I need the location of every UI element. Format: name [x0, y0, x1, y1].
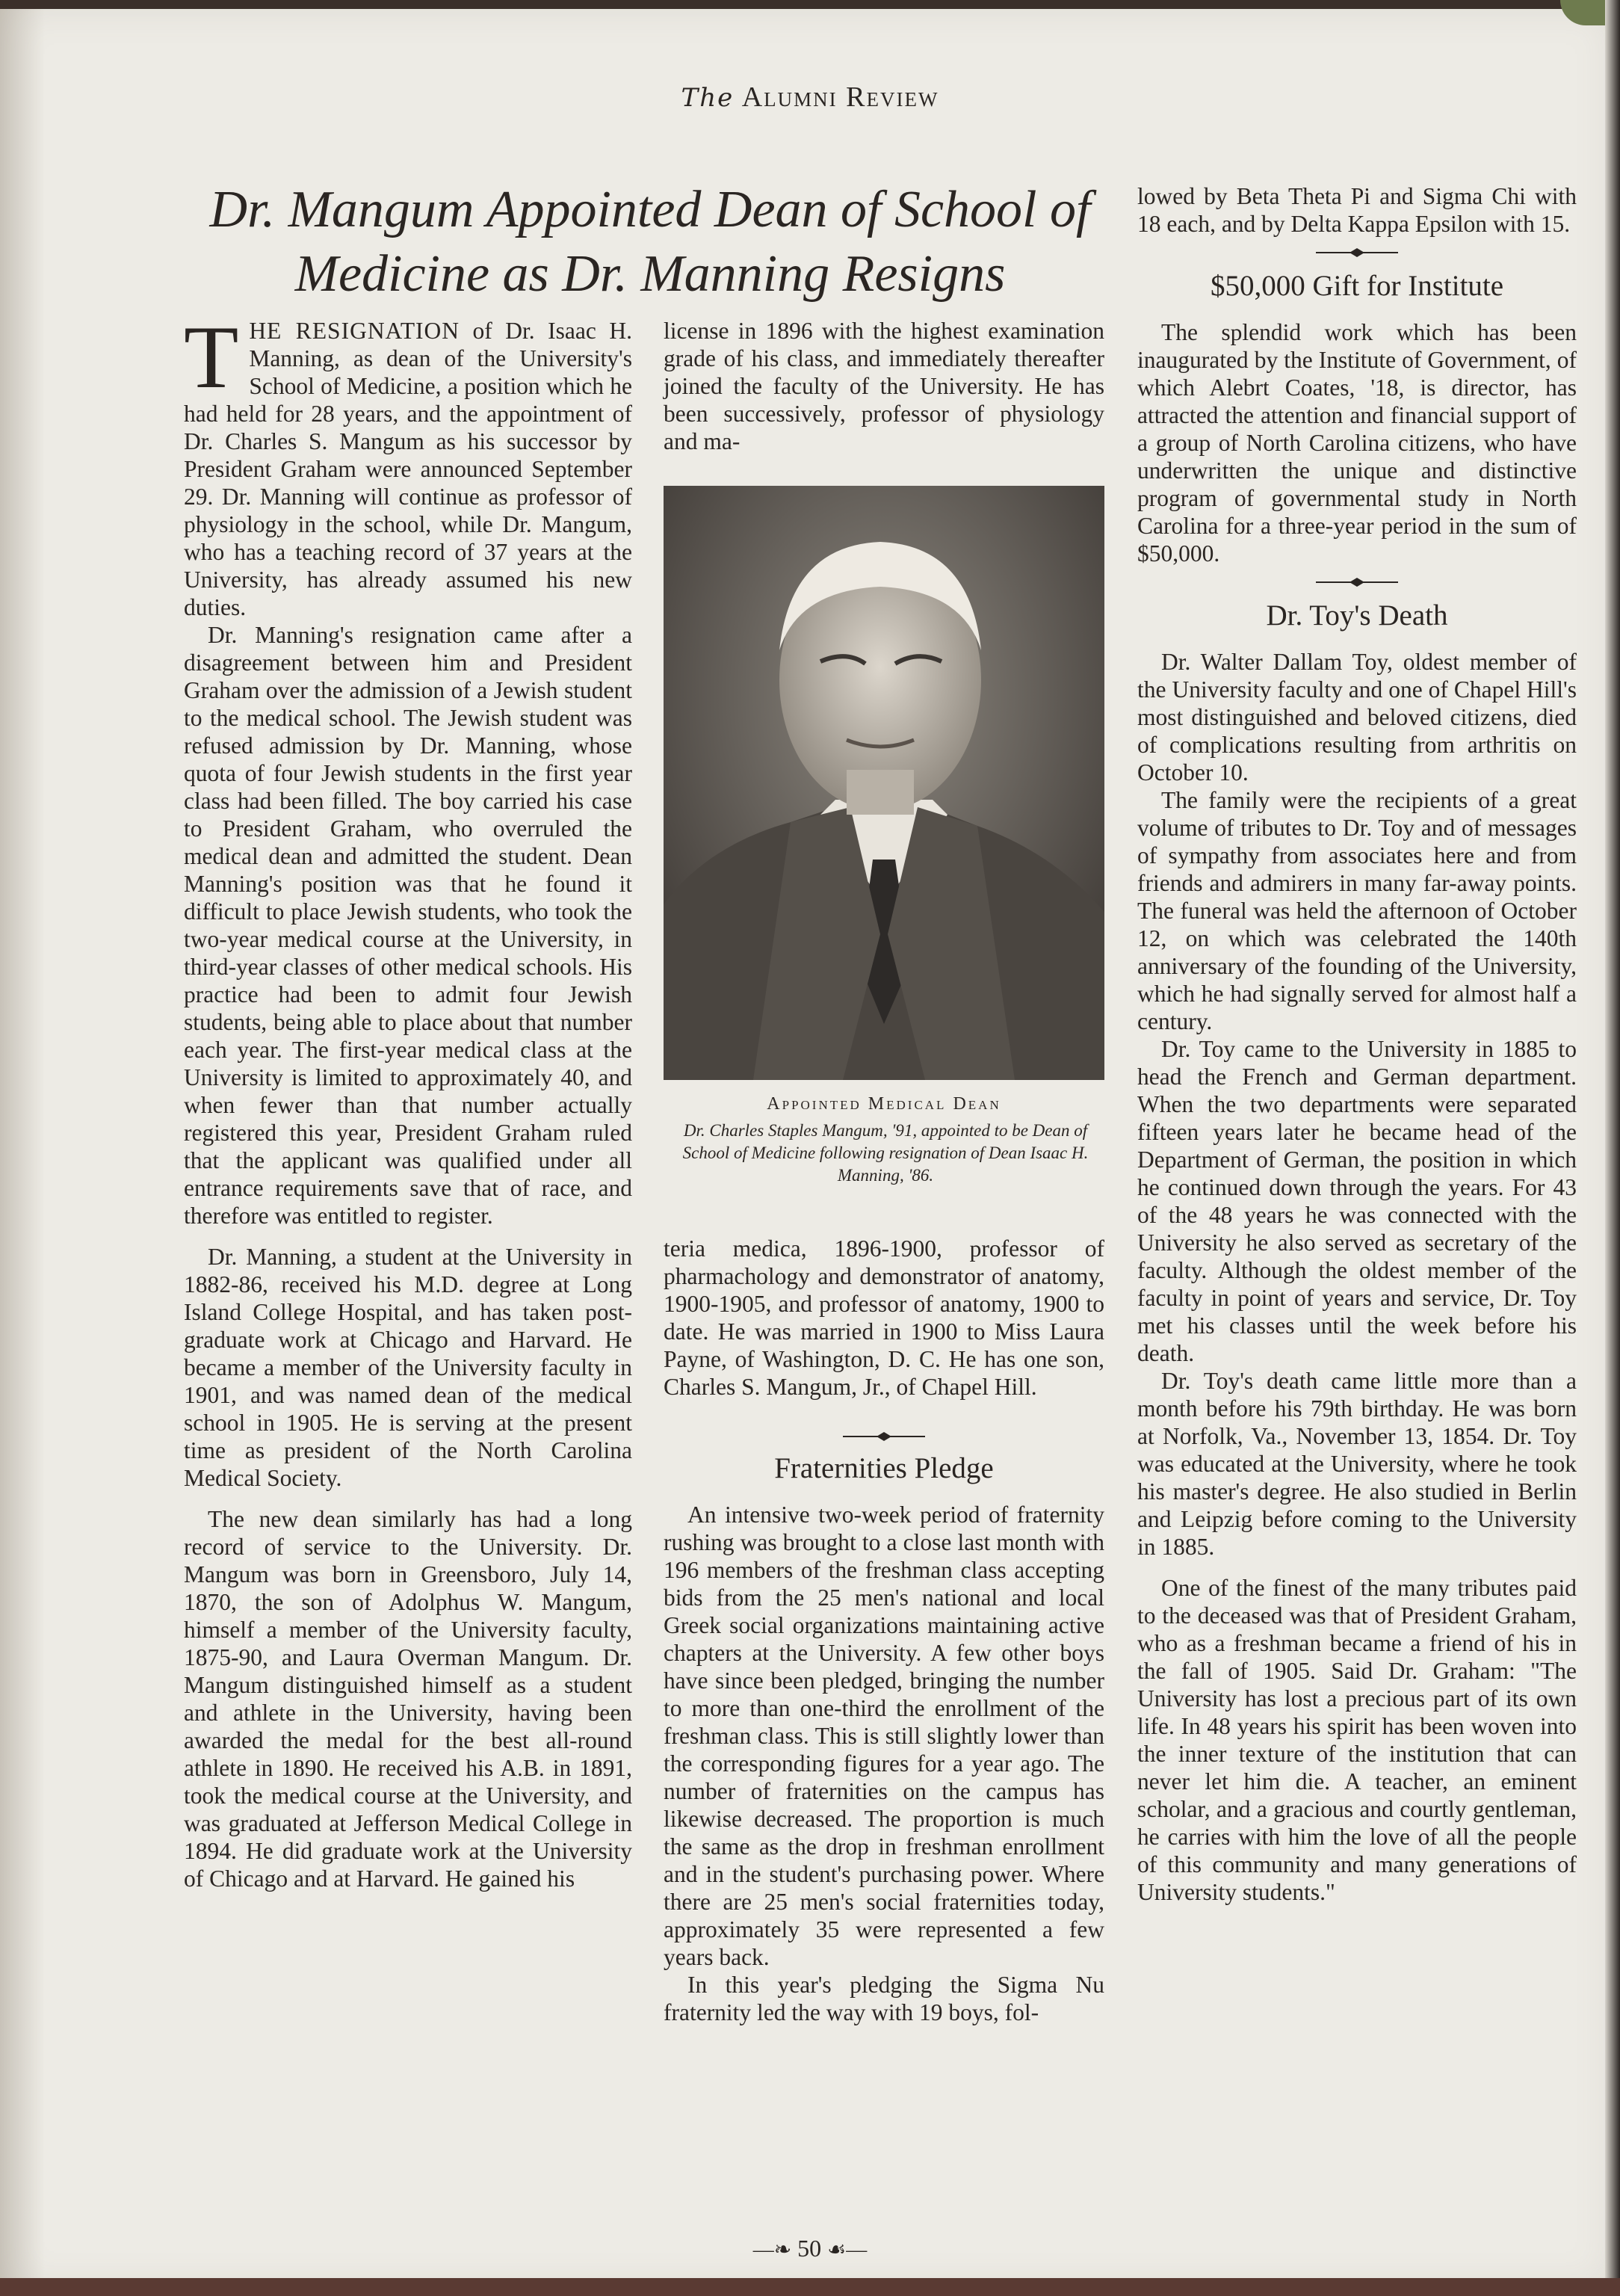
column-2-bottom	[664, 1235, 1104, 2026]
article-paragraph-3: Dr. Manning, a student at the University in 1882-86, received his M.D. degree at Long Island College Hospital, and has taken post-graduate work at Chicago and Harvard. He became a member of the University faculty in 1901, and was named dean of the medical school in 1905. He is serving at the present time as president of the North Carolina Medical Society.	[184, 1244, 632, 1491]
section-divider-2	[1316, 245, 1398, 260]
toy-paragraph-2: The family were the recipients of a great volume of tributes to Dr. Toy and of messages of sympathy from associates here and from friends and admirers in many far-away points. The funeral was held the afternoon of October 12, on which was celebrated the 140th anniversary of the founding of the University, which he had signally served for almost half a century.	[1137, 787, 1577, 1034]
fraternities-paragraph-1: An intensive two-week period of fraternity rushing was brought to a close last month with 196 members of the freshman class accepting bids from the 25 men's national and local Greek social organizations maintaining active chapters at the University. A few other boys have since been pledged, bringing the number to more than one-third the enrollment of the freshman class. This is still slightly lower than the corresponding figures for a year ago. The number of fraternities on the campus has likewise decreased. The proportion is much the same as the drop in freshman enrollment and in the student's purchasing power. Where there are 25 men's social fraternities today, approximately 35 were represented a few years back.	[664, 1502, 1104, 1970]
toy-heading: Dr. Toy's Death	[1266, 599, 1448, 632]
toy-paragraph-1: Dr. Walter Dallam Toy, oldest member of the University faculty and one of Chapel Hill's most distinguished and beloved citizens, died of complications resulting from arthritis on October 10.	[1137, 649, 1577, 786]
column-3	[1137, 182, 1577, 1906]
article-title	[164, 178, 1136, 306]
toy-paragraph-3: Dr. Toy came to the University in 1885 to head the French and German department. When the two departments were separated fifteen years later he became head of the Department of German, the position in which he continued down through the years. For 43 of the 48 years he was connected with the University he also served as secretary of the faculty. Although the oldest member of the faculty in point of years and service, Dr. Toy met his classes until the week before his death.	[1137, 1036, 1577, 1366]
page-number: 50	[797, 2235, 822, 2262]
page-footer	[0, 2235, 1620, 2262]
article-paragraph-4-continued: license in 1896 with the highest examination grade of his class, and immediately thereafter joined the faculty of the University. He has been successively, professor of physiology and ma-	[664, 318, 1104, 454]
fraternities-paragraph-2-continued: lowed by Beta Theta Pi and Sigma Chi with 18 each, and by Delta Kappa Epsilon with 15.	[1137, 183, 1577, 237]
article-paragraph-4-continued-2: teria medica, 1896-1900, professor of pharmachology and demonstrator of anatomy, 1900-1905, and professor of anatomy, 1900 to date. He was married in 1900 to Miss Laura Payne, of Washington, D. C. He has one son, Charles S. Mangum, Jr., of Chapel Hill.	[664, 1235, 1104, 1400]
section-divider	[843, 1429, 925, 1444]
page-top-edge	[0, 0, 1620, 9]
page-bottom-edge	[0, 2278, 1620, 2296]
running-header	[0, 81, 1620, 114]
column-2-top	[664, 317, 1104, 455]
article-paragraph-2: Dr. Manning's resignation came after a disagreement between him and President Graham over the admission of a Jewish student to the medical school. The Jewish student was refused admission by Dr. Manning, whose quota of four Jewish students in the first year class had been filled. The boy carried his case to President Graham, who overruled the medical dean and admitted the student. Dean Manning's position was that he found it difficult to place Jewish students, who took the two-year medical course at the University, in third-year classes of other medical schools. His practice had been to admit four Jewish students, being able to place about that number each year. The first-year medical class at the University is limited to approximately 40, and when fewer than that number actually registered this year, President Graham ruled that the applicant was qualified under all entrance requirements save that of race, and therefore was entitled to register.	[184, 622, 632, 1229]
page-gutter-shadow	[0, 0, 45, 2296]
article-paragraph-1	[184, 307, 632, 621]
drop-cap: T	[184, 307, 239, 407]
article-paragraph-1-text: of Dr. Isaac H. Manning, as dean of the University's School of Medicine, a position which he had held for 28 years, and the appointment of Dr. Charles S. Mangum as his successor by President Graham were announced September 29. Dr. Manning will continue as professor of physiology in the school, while Dr. Mangum, who has a teaching record of 37 years at the University, has already assumed his new duties.	[184, 318, 632, 620]
article-title-line-2: Medicine as Dr. Manning Resigns	[294, 245, 1006, 303]
footer-ornament-right: ☙—	[827, 2238, 868, 2262]
column-1	[184, 307, 632, 1892]
photo-caption-title: Appointed Medical Dean	[767, 1094, 1001, 1114]
toy-paragraph-4: Dr. Toy's death came little more than a month before his 79th birthday. He was born at Norfolk, Va., November 13, 1854. Dr. Toy was educated at the University, where he took his master's degree. He also studied in Berlin and Leipzig before coming to the University in 1885.	[1137, 1368, 1577, 1560]
header-title: Alumni Review	[741, 81, 939, 113]
page-right-edge	[1605, 0, 1620, 2296]
gift-paragraph-1: The splendid work which has been inaugurated by the Institute of Government, of which Alebrt Coates, '18, is director, has attracted the attention and financial support of a group of North Carolina citizens, who have underwritten the unique and distinctive program of governmental study in North Carolina for a three-year period in the sum of $50,000.	[1137, 319, 1577, 567]
lead-caps: HE RESIGNATION	[249, 318, 460, 344]
portrait-illustration	[664, 486, 1104, 1080]
article-paragraph-4: The new dean similarly has had a long record of service to the University. Dr. Mangum was born in Greensboro, July 14, 1870, the son of Adolphus W. Mangum, himself a member of the University faculty, 1875-90, and Laura Overman Mangum. Dr. Mangum distinguished himself as a student and athlete in the University, having been awarded the medal for the best all-round athlete in 1890. He received his A.B. in 1891, took the medical course at the University, and was graduated at Jefferson Medical College in 1894. He did graduate work at the University of Chicago and at Harvard. He gained his	[184, 1506, 632, 1892]
photo-caption-text: Dr. Charles Staples Mangum, '91, appointed to be Dean of School of Medicine following resignation of Dean Isaac H. Manning, '86.	[682, 1121, 1089, 1185]
footer-ornament-left: —❧	[752, 2238, 792, 2262]
header-the: The	[681, 83, 735, 113]
article-title-line-1: Dr. Mangum Appointed Dean of School of	[209, 181, 1091, 238]
section-divider-3	[1316, 575, 1398, 590]
fraternities-heading: Fraternities Pledge	[774, 1452, 994, 1484]
gift-heading: $50,000 Gift for Institute	[1210, 270, 1504, 302]
toy-paragraph-5: One of the finest of the many tributes paid to the deceased was that of President Graham, who as a freshman became a friend of his in the fall of 1905. Said Dr. Graham: "The University has lost a precious part of its own life. In 48 years his spirit has been woven into the inner texture of the institution that can never let him die. A teacher, an eminent scholar, and a gracious and courtly gentleman, he carries with him the love of all the people of this community and many generations of University students."	[1137, 1575, 1577, 1905]
portrait-photo	[664, 486, 1104, 1080]
fraternities-paragraph-2: In this year's pledging the Sigma Nu fraternity led the way with 19 boys, fol-	[664, 1972, 1104, 2025]
